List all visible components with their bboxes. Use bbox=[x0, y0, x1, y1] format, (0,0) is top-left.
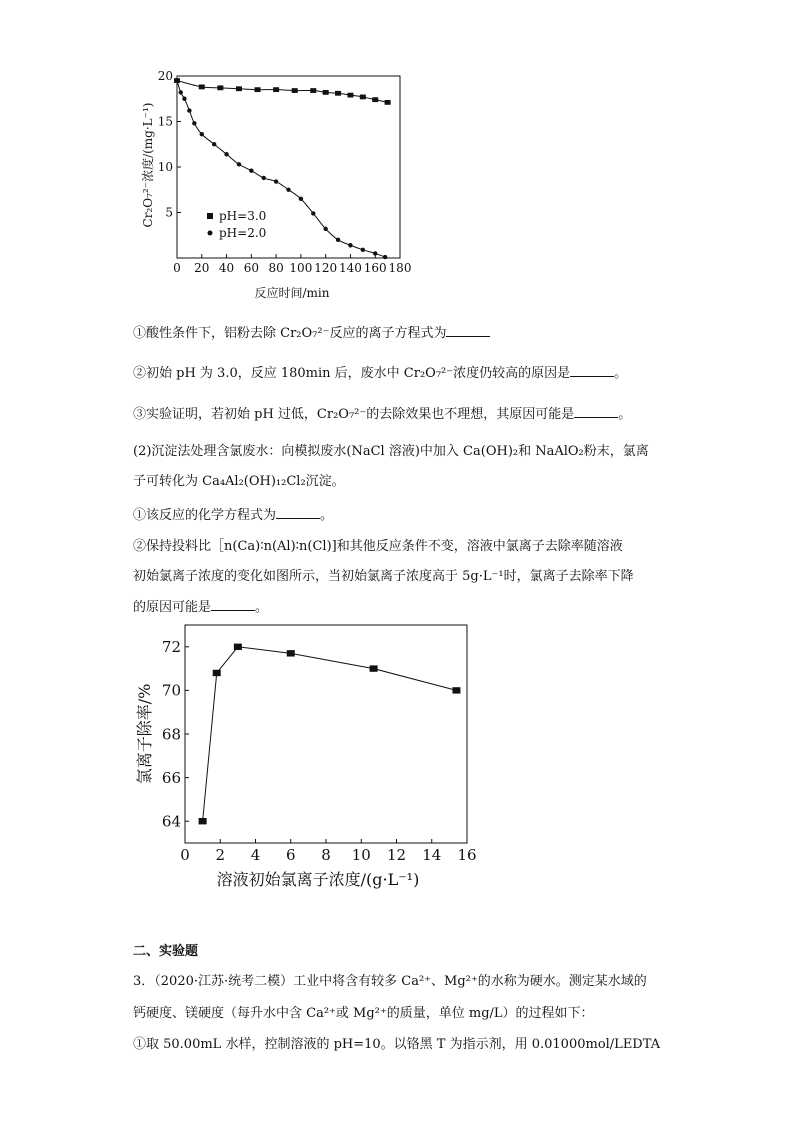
y-tick-label: 10 bbox=[157, 160, 173, 175]
y-tick-label: 20 bbox=[157, 69, 173, 84]
data-point-square bbox=[335, 91, 341, 96]
x-tick-label: 160 bbox=[363, 261, 387, 275]
x-tick-label: 12 bbox=[386, 846, 407, 864]
data-point-square bbox=[370, 665, 378, 671]
x-tick-label: 0 bbox=[180, 846, 190, 864]
y-tick-label: 15 bbox=[157, 114, 173, 129]
data-point-circle bbox=[179, 90, 183, 94]
data-point-circle bbox=[311, 211, 315, 215]
answer-blank[interactable] bbox=[276, 506, 320, 519]
data-point-circle bbox=[237, 162, 241, 166]
y-tick-label: 5 bbox=[165, 205, 173, 220]
data-point-circle bbox=[361, 248, 365, 252]
question-1-text: ①酸性条件下，铝粉去除 Cr₂O₇²⁻反应的离子方程式为 bbox=[133, 326, 447, 341]
data-point-square bbox=[236, 86, 242, 91]
legend-label-ph3: pH=3.0 bbox=[219, 209, 267, 223]
data-point-square bbox=[360, 95, 366, 100]
question-2 bbox=[133, 364, 627, 383]
chart1-x-axis-label: 反应时间/min bbox=[254, 286, 330, 300]
legend-circle-marker bbox=[208, 231, 213, 236]
y-tick-label: 72 bbox=[161, 638, 181, 657]
data-point-circle bbox=[274, 179, 278, 183]
part2-intro-line2: 子可转化为 Ca₄Al₂(OH)₁₂Cl₂沉淀。 bbox=[133, 474, 345, 489]
data-point-circle bbox=[224, 152, 228, 156]
data-point-square bbox=[372, 97, 378, 102]
x-tick-label: 10 bbox=[351, 846, 371, 864]
data-point-square bbox=[452, 687, 460, 693]
data-point-circle bbox=[373, 251, 377, 255]
x-tick-label: 120 bbox=[314, 261, 338, 275]
answer-blank[interactable] bbox=[574, 405, 618, 418]
part2-intro-line1: (2)沉淀法处理含氯废水：向模拟废水(NaCl 溶液)中加入 Ca(OH)₂和 NaAlO₂粉末，氯离 bbox=[133, 444, 649, 459]
chloride-removal-chart bbox=[128, 622, 478, 897]
x-tick-label: 140 bbox=[338, 261, 362, 275]
y-tick-label: 64 bbox=[161, 812, 181, 831]
data-point-circle bbox=[348, 243, 352, 247]
section-title: 二、实验题 bbox=[133, 944, 199, 959]
data-point-circle bbox=[187, 108, 191, 112]
data-point-circle bbox=[299, 197, 303, 201]
answer-blank[interactable] bbox=[211, 598, 255, 611]
data-point-circle bbox=[323, 227, 327, 231]
data-point-square bbox=[310, 88, 316, 93]
chart2-y-axis-label: 氯离子除率/% bbox=[135, 683, 154, 785]
x-tick-label: 14 bbox=[422, 846, 442, 864]
data-point-square bbox=[199, 85, 205, 90]
question-3 bbox=[133, 405, 631, 424]
part2-question-1 bbox=[133, 506, 333, 525]
question-3-text: ③实验证明，若初始 pH 过低，Cr₂O₇²⁻的去除效果也不理想，其原因可能是 bbox=[133, 407, 575, 422]
data-point-circle bbox=[212, 142, 216, 146]
part2-question-1-text: ①该反应的化学方程式为 bbox=[133, 508, 277, 523]
data-point-square bbox=[234, 644, 242, 650]
data-point-square bbox=[323, 90, 329, 95]
data-point-circle bbox=[182, 97, 186, 101]
y-tick-label: 68 bbox=[161, 725, 181, 744]
x-tick-label: 16 bbox=[457, 846, 477, 864]
data-point-circle bbox=[383, 255, 387, 259]
series-line bbox=[177, 81, 385, 258]
x-tick-label: 80 bbox=[268, 261, 284, 275]
x-tick-label: 20 bbox=[194, 261, 210, 275]
data-point-square bbox=[347, 93, 353, 98]
experiment-line1: 3．（2020·江苏·统考二模）工业中将含有较多 Ca²⁺、Mg²⁺的水称为硬水。测定某水域的 bbox=[133, 974, 647, 989]
data-point-circle bbox=[336, 238, 340, 242]
y-tick-label: 70 bbox=[161, 681, 181, 700]
data-point-square bbox=[255, 87, 261, 92]
data-point-square bbox=[292, 88, 298, 93]
data-point-circle bbox=[175, 78, 179, 82]
legend-square-marker bbox=[207, 213, 213, 219]
series-line bbox=[203, 647, 457, 821]
x-tick-label: 60 bbox=[243, 261, 259, 275]
y-tick-label: 66 bbox=[161, 768, 181, 787]
data-point-circle bbox=[200, 132, 204, 136]
part2-question-2-line1: ②保持投料比［n(Ca)∶n(Al)∶n(Cl)]和其他反应条件不变，溶液中氯离子去除率随溶液 bbox=[133, 539, 623, 554]
experiment-line3: ①取 50.00mL 水样，控制溶液的 pH=10。以铬黑 T 为指示剂，用 0.01000mol/LEDTA bbox=[133, 1037, 661, 1052]
x-tick-label: 4 bbox=[250, 846, 261, 864]
x-tick-label: 0 bbox=[173, 261, 181, 275]
period: 。 bbox=[614, 366, 628, 381]
x-tick-label: 2 bbox=[215, 846, 226, 864]
x-tick-label: 8 bbox=[321, 846, 331, 864]
series-line bbox=[177, 81, 388, 103]
period: 。 bbox=[255, 600, 269, 615]
data-point-square bbox=[287, 650, 295, 656]
data-point-circle bbox=[286, 188, 290, 192]
data-point-square bbox=[217, 85, 223, 90]
question-2-text: ②初始 pH 为 3.0，反应 180min 后，废水中 Cr₂O₇²⁻浓度仍较高的原因是 bbox=[133, 366, 571, 381]
chart2-plot-frame bbox=[185, 625, 467, 843]
data-point-circle bbox=[249, 168, 253, 172]
data-point-square bbox=[385, 100, 391, 105]
chart2-x-axis-label: 溶液初始氯离子浓度/(g·L⁻¹) bbox=[216, 870, 420, 889]
chart1-y-axis-label: Cr₂O₇²⁻浓度/(mg·L⁻¹) bbox=[141, 102, 155, 228]
x-tick-label: 6 bbox=[285, 846, 296, 864]
x-tick-label: 100 bbox=[289, 261, 313, 275]
data-point-circle bbox=[192, 121, 196, 125]
data-point-square bbox=[273, 87, 279, 92]
question-1 bbox=[133, 324, 490, 343]
part2-question-2-line3 bbox=[133, 598, 268, 617]
answer-blank[interactable] bbox=[570, 364, 614, 377]
data-point-circle bbox=[262, 176, 266, 180]
x-tick-label: 40 bbox=[218, 261, 235, 275]
experiment-line2: 钙硬度、镁硬度（每升水中含 Ca²⁺或 Mg²⁺的质量，单位 mg/L）的过程如下： bbox=[133, 1006, 594, 1021]
period: 。 bbox=[618, 407, 632, 422]
data-point-square bbox=[213, 670, 221, 676]
part2-question-2-text: 的原因可能是 bbox=[133, 600, 212, 615]
part2-question-2-line2: 初始氯离子浓度的变化如图所示，当初始氯离子浓度高于 5g·L⁻¹时，氯离子去除率下降 bbox=[133, 569, 634, 584]
x-tick-label: 180 bbox=[388, 261, 412, 275]
data-point-square bbox=[199, 818, 207, 824]
chromium-concentration-chart bbox=[130, 65, 430, 305]
period: 。 bbox=[320, 508, 334, 523]
answer-blank[interactable] bbox=[446, 324, 490, 337]
legend-label-ph2: pH=2.0 bbox=[219, 226, 267, 240]
